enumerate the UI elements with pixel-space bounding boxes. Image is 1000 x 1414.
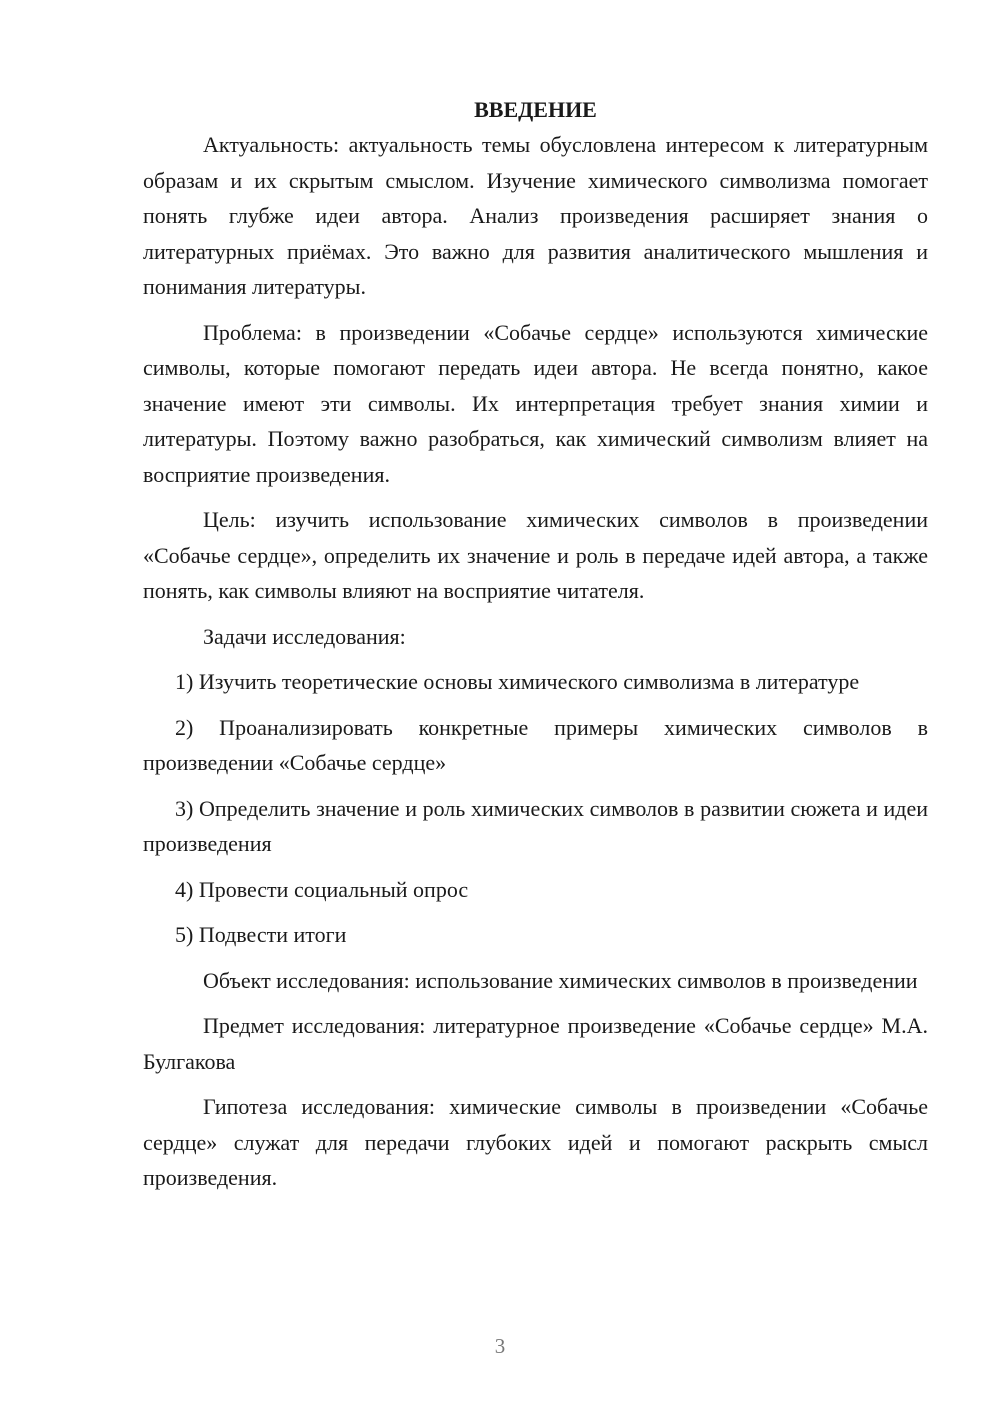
- paragraph-problem: Проблема: в произведении «Собачье сердце» используются химические символы, которые помогают передать идеи автора. Не всегда понятно, какое значение имеют эти символы. Их интерпретация требует знания химии и литературы. Поэтому важно разобраться, как химический символизм влияет на восприятие произведения.: [143, 319, 928, 487]
- task-item-4: 4) Провести социальный опрос: [175, 876, 469, 902]
- task-item-1: 1) Изучить теоретические основы химического символизма в литературе: [175, 669, 860, 694]
- task-item-2: 2) Проанализировать конкретные примеры химических символов в произведении «Собачье сердце»: [143, 714, 928, 775]
- paragraph-goal: Цель: изучить использование химических символов в произведении «Собачье сердце», определить их значение и роль в передаче идей автора, а также понять, как символы влияют на восприятие читателя.: [143, 507, 928, 603]
- paragraph-subject: Предмет исследования: литературное произведение «Собачье сердце» М.А. Булгакова: [143, 1013, 928, 1074]
- paragraph-object: Объект исследования: использование химических символов в произведении: [203, 967, 918, 993]
- paragraph-hypothesis: Гипотеза исследования: химические символы в произведении «Собачье сердце» служат для передачи глубоких идей и помогают раскрыть смысл произведения.: [143, 1094, 928, 1190]
- page-content: [143, 92, 928, 1196]
- section-title: ВВЕДЕНИЕ: [474, 97, 597, 122]
- page-number: 3: [494, 1334, 506, 1358]
- tasks-heading: Задачи исследования:: [203, 623, 406, 649]
- paragraph-relevance: Актуальность: актуальность темы обусловлена интересом к литературным образам и их скрытым смыслом. Изучение химического символизма помогает понять глубже идеи автора. Анализ произведения расширяет знания о литературных приёмах. Это важно для развития аналитического мышления и понимания литературы.: [143, 132, 928, 299]
- task-item-5: 5) Подвести итоги: [175, 922, 347, 947]
- task-item-3: 3) Определить значение и роль химических символов в развитии сюжета и идеи произведения: [143, 795, 928, 856]
